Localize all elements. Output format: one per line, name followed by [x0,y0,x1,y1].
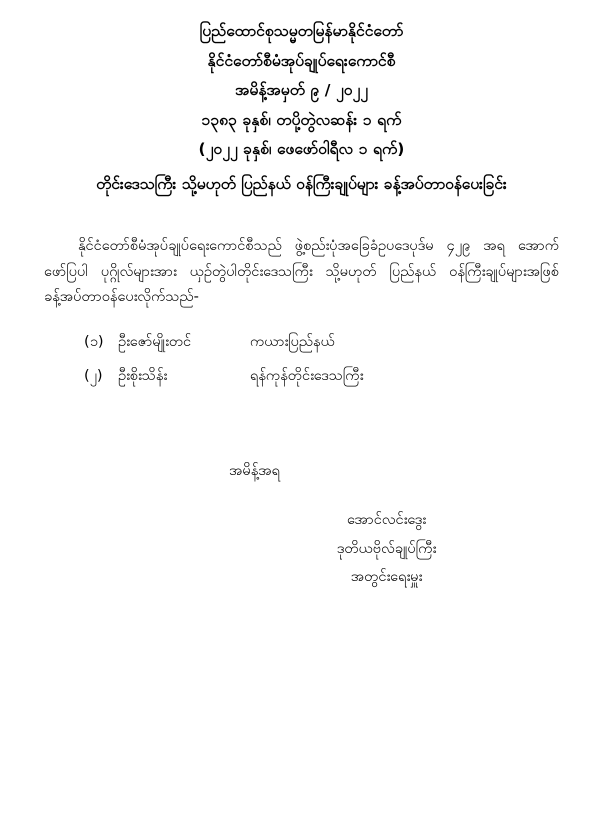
document-subject: တိုင်းဒေသကြီး သို့မဟုတ် ပြည်နယ် ဝန်ကြီးချုပ်များ ခန့်အပ်တာဝန်ပေးခြင်း [96,174,507,193]
signatory-name: အောင်လင်းဒွေး [347,511,426,529]
header-line-date-myanmar: ၁၃၈၃ ခုနှစ်၊ တပို့တွဲလဆန်း ၁ ရက် [201,110,402,129]
header-line-country: ပြည်ထောင်စုသမ္မတမြန်မာနိုင်ငံတော် [199,22,404,40]
appointment-region: ကယားပြည်နယ် [250,333,335,351]
appointment-list [44,330,559,387]
list-item [44,330,559,353]
appointment-name: ဦးဇော်မျိုးတင် [118,333,192,351]
list-item [44,364,559,387]
header-line-council: နိုင်ငံတော်စီမံအုပ်ချုပ်ရေးကောင်စီ [207,51,396,70]
signatory-title: အတွင်းရေးမှူး [350,568,423,586]
appointment-number: (၁) [84,333,104,351]
signatory-rank: ဒုတိယဗိုလ်ချုပ်ကြီး [336,539,437,557]
signature-block [44,506,559,591]
appointment-number: (၂) [84,366,103,384]
header-line-order-number: အမိန့်အမှတ် ၉ / ၂၀၂၂ [235,81,368,99]
header-line-date-gregorian: (၂၀၂၂ ခုနှစ်၊ ဖေဖော်ဝါရီလ ၁ ရက်) [198,140,405,158]
closing-phrase: အမိန့်အရ [229,462,281,480]
document-body-paragraph: နိုင်ငံတော်စီမံအုပ်ချုပ်ရေးကောင်စီသည် ဖွဲ့စည်းပုံအခြေခံဥပဒေပုဒ်မ ၄၂၉ အရ အောက်ဖော်ပြပါ ပုဂ္ဂိုလ်များအား ယှဉ်တွဲပါတိုင်းဒေသကြီး သို့မဟုတ် ပြည်နယ် ဝန်ကြီးချုပ်များအဖြစ် ခန့်အပ်တာဝန်ပေးလိုက်သည်- [44,236,559,306]
appointment-name: ဦးစိုးသိန်း [118,366,168,384]
appointment-region: ရန်ကုန်တိုင်းဒေသကြီး [250,366,364,384]
